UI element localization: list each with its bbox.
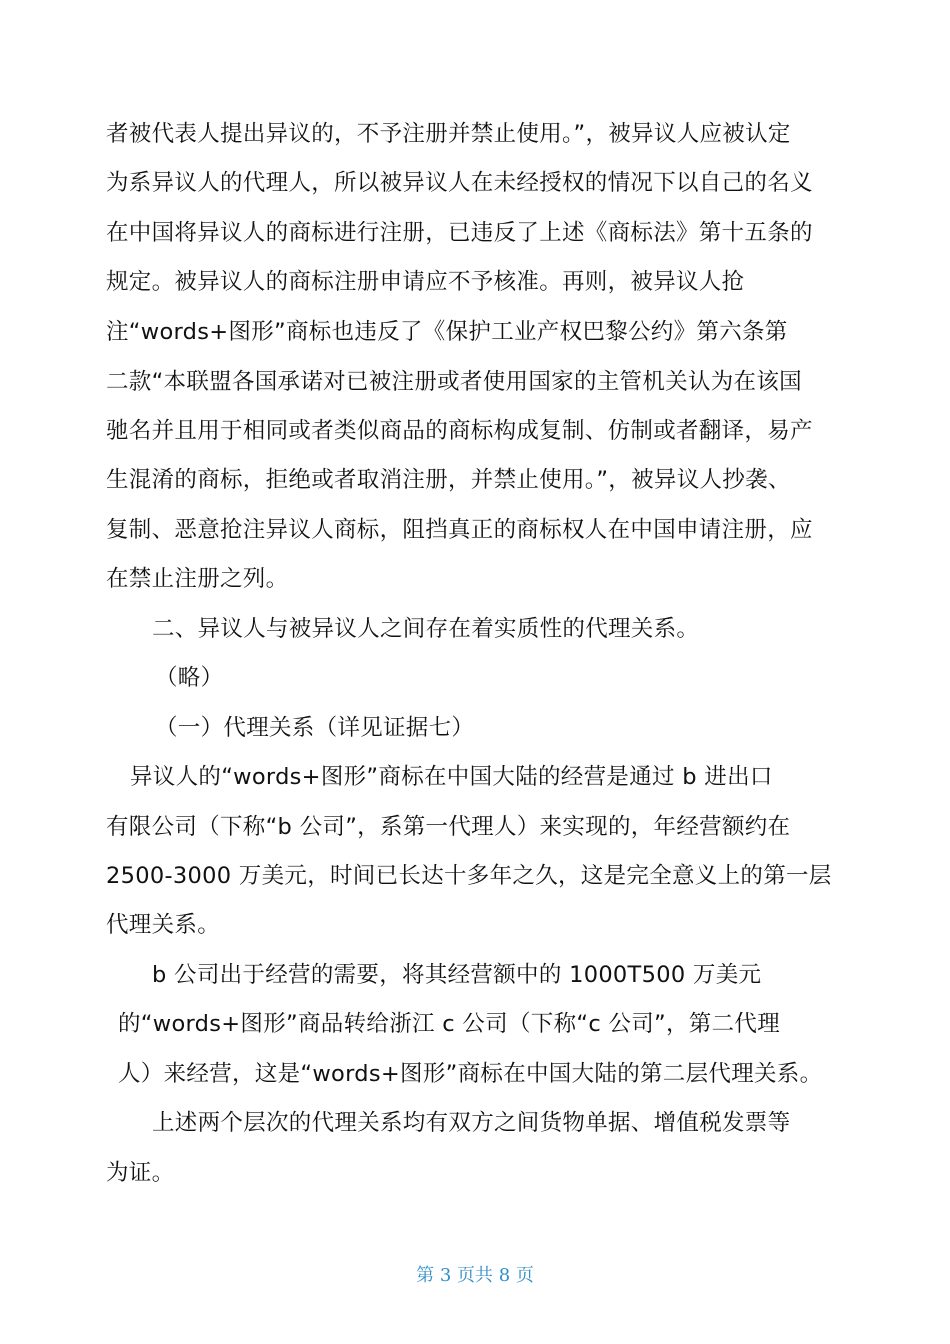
text-line: 代理关系。 — [106, 912, 221, 938]
text-line: b 公司出于经营的需要，将其经营额中的 1000T500 万美元 — [152, 962, 762, 988]
text-line: （略） — [155, 665, 224, 691]
text-line: 人）来经营，这是“words+图形”商标在中国大陆的第二层代理关系。 — [118, 1061, 823, 1087]
text-line: 生混淆的商标，拒绝或者取消注册，并禁止使用。”，被异议人抄袭、 — [106, 467, 791, 493]
text-line: 二款“本联盟各国承诺对已被注册或者使用国家的主管机关认为在该国 — [106, 369, 802, 395]
text-line: 复制、恶意抢注异议人商标，阻挡真正的商标权人在中国申请注册，应 — [106, 517, 813, 543]
text-line: 2500-3000 万美元，时间已长达十多年之久，这是完全意义上的第一层 — [106, 863, 832, 889]
text-line: 为证。 — [106, 1160, 175, 1186]
text-line: 为系异议人的代理人，所以被异议人在未经授权的情况下以自己的名义 — [106, 170, 813, 196]
section-heading: 二、异议人与被异议人之间存在着实质性的代理关系。 — [152, 616, 700, 642]
text-line: 在禁止注册之列。 — [106, 566, 289, 592]
text-line: 在中国将异议人的商标进行注册，已违反了上述《商标法》第十五条的 — [106, 220, 813, 246]
text-line: 者被代表人提出异议的，不予注册并禁止使用。”，被异议人应被认定 — [106, 121, 791, 147]
text-line: 的“words+图形”商品转给浙江 c 公司（下称“c 公司”，第二代理 — [118, 1011, 781, 1037]
subsection-heading: （一）代理关系（详见证据七） — [155, 715, 475, 741]
page-number: 第 3 页共 8 页 — [416, 1265, 534, 1286]
text-line: 驰名并且用于相同或者类似商品的商标构成复制、仿制或者翻译，易产 — [106, 418, 813, 444]
text-line: 上述两个层次的代理关系均有双方之间货物单据、增值税发票等 — [152, 1110, 791, 1136]
text-line: 规定。被异议人的商标注册申请应不予核准。再则，被异议人抢 — [106, 269, 745, 295]
text-line: 异议人的“words+图形”商标在中国大陆的经营是通过 b 进出口 — [130, 764, 773, 790]
text-line: 注“words+图形”商标也违反了《保护工业产权巴黎公约》第六条第 — [106, 319, 788, 345]
text-line: 有限公司（下称“b 公司”，系第一代理人）来实现的，年经营额约在 — [106, 814, 791, 840]
